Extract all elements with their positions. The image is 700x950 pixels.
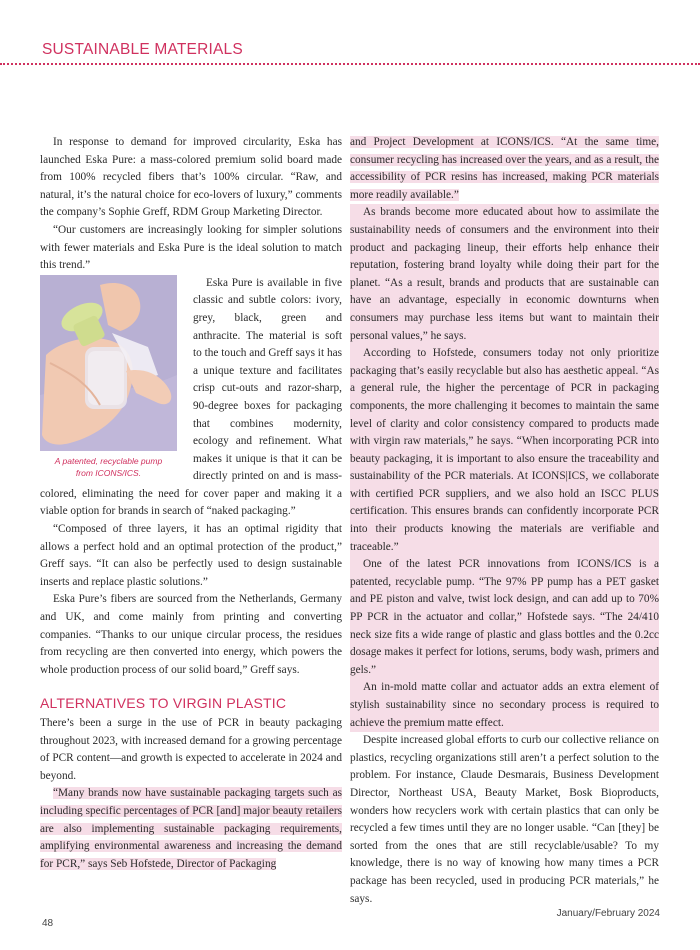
article-paragraph: As brands become more educated about how to assimilate the sustainability needs of consumers and the environment into their product and packaging lineup, their efforts help enhance their reputation, fostering brand loyalty while doing their part for the planet. “As a result, brands and products that are sustainable can have an advantage, especially in economic downturns when consumers may purchase less items but want to maintain their personal values,” he says. [350, 204, 659, 345]
article-paragraph [40, 785, 342, 873]
figure-caption [40, 455, 177, 479]
article-paragraph: “Our customers are increasingly looking for simpler solutions with fewer materials and Eska Pure is the ideal solution to match this trend.” [40, 223, 342, 272]
article-paragraph: “Composed of three layers, it has an optimal rigidity that allows a perfect hold and an optimal protection of the product,” Greff says. “It can also be perfectly used to design sustainable inserts and replace plastic solutions.” [40, 523, 342, 588]
subheading: ALTERNATIVES TO VIRGIN PLASTIC [40, 695, 287, 712]
caption-line: A patented, recyclable pump [54, 455, 163, 466]
section-header: SUSTAINABLE MATERIALS [42, 41, 243, 58]
article-paragraph: One of the latest PCR innovations from ICONS/ICS is a patented, recyclable pump. “The 97% PP pump has a PET gasket and PE piston and valve, twist lock design, and can add up to 70% PP PCR in the actuator and collar,” Hofstede says. “The 24/410 neck size fits a wide range of plastic and glass bottles and the 0.2cc dosage makes it perfect for lotions, serums, body wash, primers and gels.” [350, 556, 659, 679]
article-paragraph: Eska Pure’s fibers are sourced from the Netherlands, Germany and UK, and come mainly from printing and converting companies. “Thanks to our unique circular process, the residues from recycling are then converted into energy, which powers the whole production process of our solid board,” Greff says. [40, 593, 342, 676]
highlighted-text: “Many brands now have sustainable packaging targets such as including specific percentages of PCR [and] major beauty retailers are also implementing sustainable packaging requirements, amplifying environmental awareness and increasing the demand for PCR,” says Seb Hofstede, Director of Packaging [40, 787, 342, 870]
pump-bottle-photo [40, 275, 177, 451]
caption-line: from ICONS/ICS. [75, 467, 142, 478]
article-paragraph: In response to demand for improved circularity, Eska has launched Eska Pure: a mass-colored premium solid board made from 100% recycled fibers that’s 100% circular. “Raw, and natural, it’s the natural choice for eco-lovers of luxury,” comments the company’s Sophie Greff, RDM Group Marketing Director. [40, 136, 342, 219]
article-paragraph: According to Hofstede, consumers today not only prioritize packaging that’s easily recyclable but also has aesthetic appeal. “As a general rule, the higher the percentage of PCR in packaging components, the more challenging it becomes to maintain the same level of clarity and color consistency compared to products made with virgin raw materials,” he says. “When incorporating PCR into beauty packaging, it is important to also ensure the traceability and sustainability of the PCR materials. At ICONS|ICS, we collaborate with certified PCR suppliers, and we also hold an ISCC PLUS certification. This ensures brands can confidently incorporate PCR into their products knowing the materials are verifiable and traceable.” [350, 345, 659, 556]
page-number: 48 [42, 918, 54, 929]
right-column [350, 134, 659, 908]
article-paragraph: There’s been a surge in the use of PCR in beauty packaging throughout 2023, with increased demand for a growing percentage of PCR content—and growth is expected to accelerate in 2024 and beyond. [40, 717, 342, 782]
highlighted-text: and Project Development at ICONS/ICS. “At the same time, consumer recycling has increased over the years, and as a result, the accessibility of PCR resins has increased, making PCR materials more readily available.” [350, 136, 659, 201]
figure [40, 275, 185, 479]
header-dotted-rule [0, 63, 700, 65]
issue-date: January/February 2024 [556, 908, 660, 919]
article-paragraph: An in-mold matte collar and actuator adds an extra element of stylish sustainability since no secondary process is required to achieve the premium matte effect. [350, 679, 659, 732]
article-paragraph: Despite increased global efforts to curb our collective reliance on plastics, recycling organizations still aren’t a perfect solution to the problem. For instance, Claude Desmarais, Business Development Director, Northeast USA, Beauty Market, Bosk Bioproducts, wonders how recyclers work with certain plastics that can only be recycled a few times until they are no longer usable. “Can [they] be sorted from the ones that are still recyclable/usable? To my knowledge, there is no way of knowing how many times a PCR package has been recycled, used in producing PCR materials,” he says. [350, 734, 659, 905]
article-paragraph [350, 134, 659, 204]
left-column [40, 134, 342, 873]
article-paragraph: Eska Pure is available in five classic and subtle colors: ivory, grey, black, green and anthracite. The material is soft to the touch and Greff says it has a unique texture and facilitates crisp cut-outs and razor-sharp, 90-degree boxes for packaging that combines modernity, ecology and refinement. What makes it unique is that it can be directly printed on and is mass-colored, eliminating the need for cover paper and making it a viable option for brands in search of “naked packaging.” [40, 276, 342, 518]
